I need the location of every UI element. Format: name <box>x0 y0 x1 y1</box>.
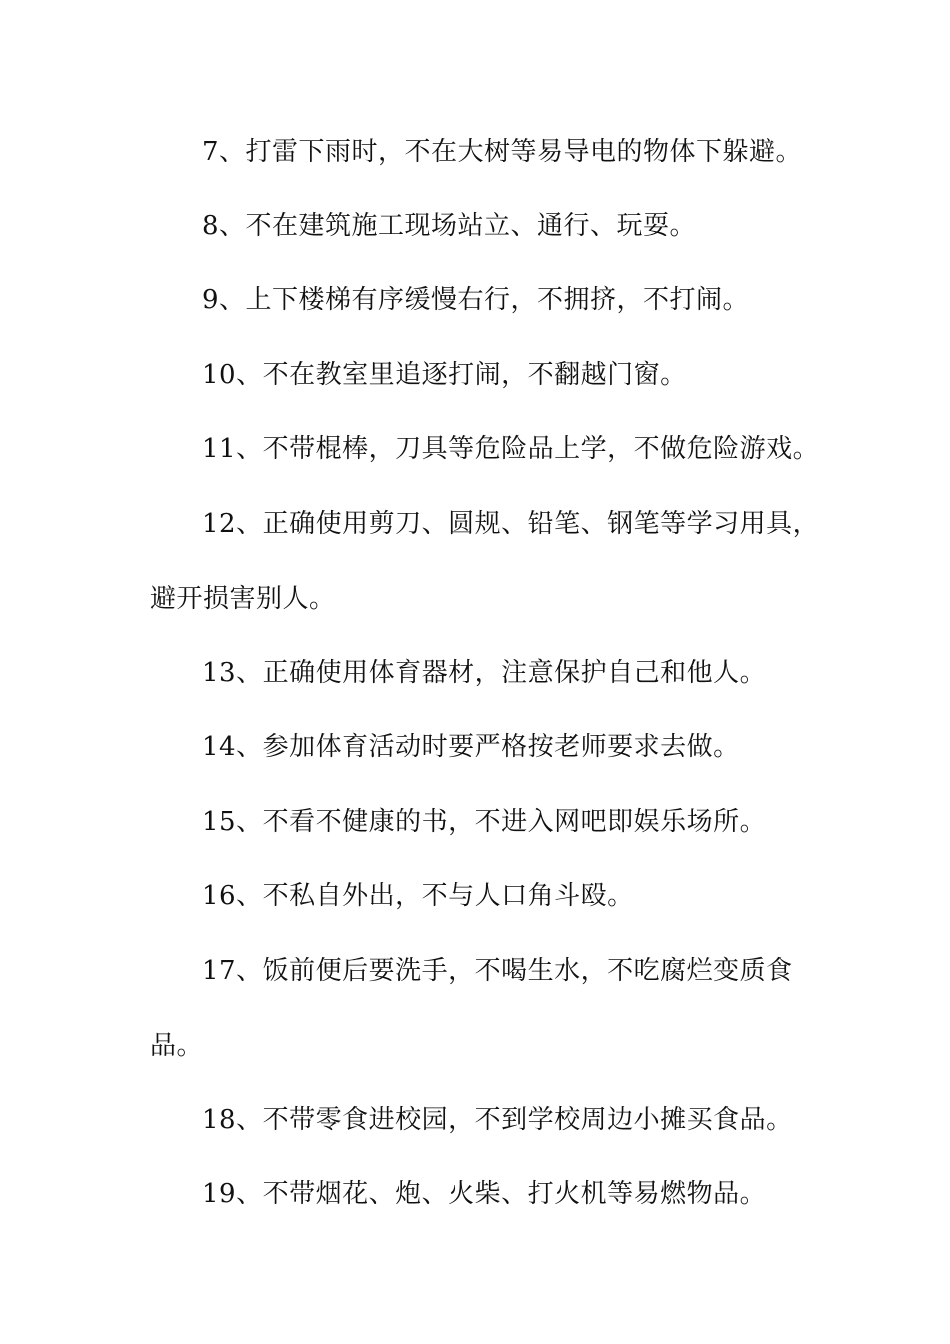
paragraph-14: 14、参加体育活动时要严格按老师要求去做。 <box>202 732 740 762</box>
paragraph-10: 10、不在教室里追逐打闹，不翻越门窗。 <box>202 360 687 390</box>
paragraph-8: 8、不在建筑施工现场站立、通行、玩耍。 <box>202 211 697 241</box>
paragraph-12-line-1: 12、正确使用剪刀、圆规、铅笔、钢笔等学习用具， <box>202 509 820 539</box>
paragraph-17-line-1: 17、饭前便后要洗手，不喝生水，不吃腐烂变质食 <box>202 956 793 986</box>
paragraph-18: 18、不带零食进校园，不到学校周边小摊买食品。 <box>202 1105 793 1135</box>
paragraph-16: 16、不私自外出，不与人口角斗殴。 <box>202 881 634 911</box>
paragraph-9: 9、上下楼梯有序缓慢右行，不拥挤，不打闹。 <box>202 285 750 315</box>
paragraph-17-line-2: 品。 <box>150 1031 204 1061</box>
paragraph-19: 19、不带烟花、炮、火柴、打火机等易燃物品。 <box>202 1179 767 1209</box>
paragraph-13: 13、正确使用体育器材，注意保护自己和他人。 <box>202 658 767 688</box>
paragraph-7: 7、打雷下雨时，不在大树等易导电的物体下躲避。 <box>202 137 803 167</box>
paragraph-15: 15、不看不健康的书，不进入网吧即娱乐场所。 <box>202 807 767 837</box>
paragraph-11: 11、不带棍棒，刀具等危险品上学，不做危险游戏。 <box>202 434 820 464</box>
paragraph-12-line-2: 避开损害别人。 <box>150 584 336 614</box>
